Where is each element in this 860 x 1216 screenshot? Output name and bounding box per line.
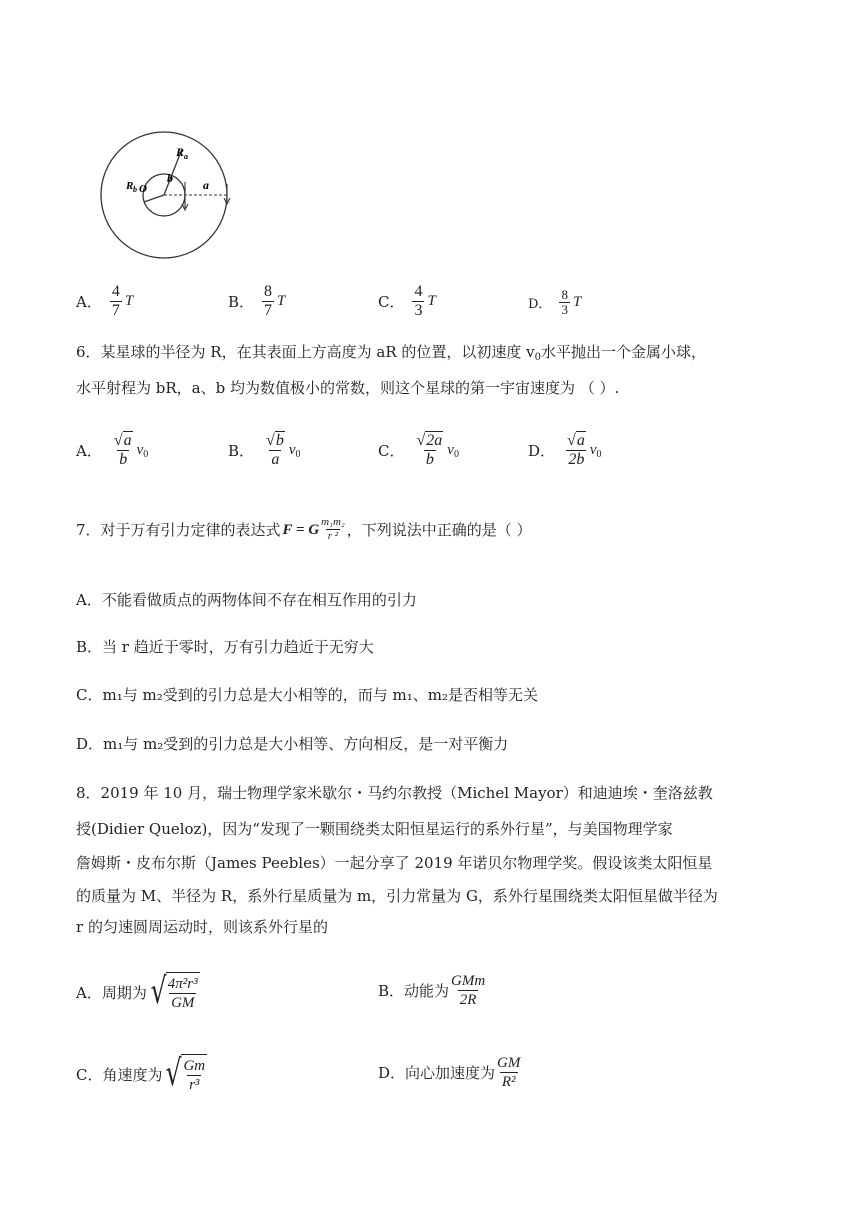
q6-option-d: D． $\frac{√a}{2b}$ $v_0$ <box>528 432 602 468</box>
q5-option-a: A． $\frac{4}{7}$ T <box>76 283 134 319</box>
q8-option-a: A．周期为 √ $\frac{\text{4π²r³}}{GM}$ <box>76 971 198 1012</box>
q6-line-1: 6．某星球的半径为 R，在其表面上方高度为 aR 的位置，以初速度 $v_0$水平抛出一个金属小球， <box>76 343 707 363</box>
q5-option-c: C． $\frac{4}{3}$ T <box>378 283 436 319</box>
q7-option-b: B．当 r 趋近于零时，万有引力趋近于无穷大 <box>76 638 374 656</box>
q8-option-c: C．角速度为 √ $\frac{Gm}{\text{r³}}$ <box>76 1053 206 1094</box>
q6-option-c: C． $\frac{√2a}{b}$ $v_0$ <box>378 432 459 468</box>
q8-line-3: 詹姆斯・皮布尔斯（James Peebles）一起分享了 2019 年诺贝尔物理学奖。假设该类太阳恒星 <box>76 854 713 872</box>
q5-option-b: B． $\frac{8}{7}$ T <box>228 283 286 319</box>
q6-option-b: B． $\frac{√b}{a}$ $v_0$ <box>228 432 301 468</box>
q7-option-a: A．不能看做质点的两物体间不存在相互作用的引力 <box>76 591 417 609</box>
fig-label-b: b <box>167 171 173 185</box>
q7-option-d: D．m₁与 m₂受到的引力总是大小相等、方向相反，是一对平衡力 <box>76 735 509 753</box>
q8-line-4: 的质量为 M、半径为 R，系外行星质量为 m，引力常量为 G，系外行星围绕类太阳恒星做半径为 <box>76 887 718 905</box>
q8-line-2: 授(Didier Queloz)，因为“发现了一颗围绕类太阳恒星运行的系外行星”，与美国物理学家 <box>76 820 673 838</box>
q7-stem: 7．对于万有引力定律的表达式 F = G $\frac{\text{m₁m₂}}{\text{r ²}}$ ，下列说法中正确的是（ ） <box>76 516 532 542</box>
q5-option-d: D． $\frac{8}{3}$ T <box>528 287 582 317</box>
orbit-figure <box>84 122 244 272</box>
q6-line-2: 水平射程为 bR，a、b 均为数值极小的常数，则这个星球的第一宇宙速度为 （ ）. <box>76 379 620 397</box>
fig-label-ra: R <box>176 145 185 159</box>
fig-label-rb: R <box>126 180 134 192</box>
fig-label-a: a <box>203 178 209 192</box>
fig-label-o: O <box>139 183 147 195</box>
q8-option-b: B．动能为 $\frac{\text{GMm}}{2R}$ <box>378 973 486 1008</box>
q8-line-5: r 的匀速圆周运动时，则该系外行星的 <box>76 918 328 936</box>
svg-text:b: b <box>133 185 137 194</box>
q7-option-c: C．m₁与 m₂受到的引力总是大小相等的，而与 m₁、m₂是否相等无关 <box>76 686 538 704</box>
q8-option-d: D．向心加速度为 $\frac{GM}{\text{R²}}$ <box>378 1055 521 1090</box>
q8-line-1: 8．2019 年 10 月，瑞士物理学家米歇尔・马约尔教授（Michel Mayor）和迪迪埃・奎洛兹教 <box>76 784 713 802</box>
svg-text:a: a <box>184 152 188 161</box>
q6-option-a: A． $\frac{√a}{b}$ $v_0$ <box>76 432 149 468</box>
